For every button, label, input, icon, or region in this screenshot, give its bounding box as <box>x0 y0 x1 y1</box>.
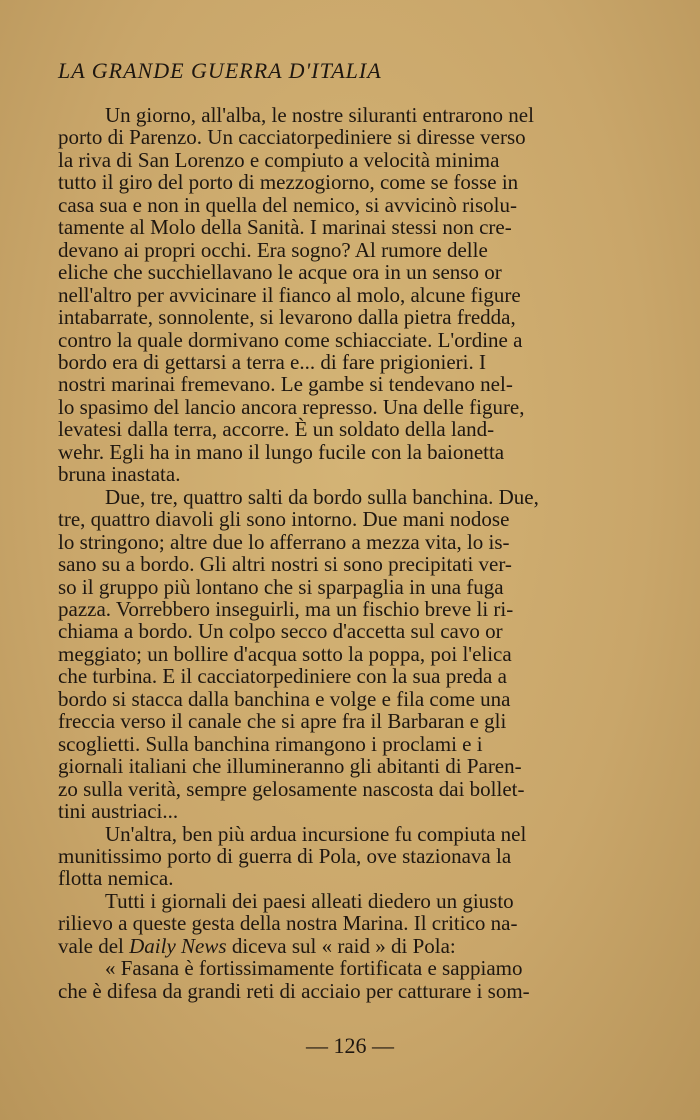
text-line: tutto il giro del porto di mezzogiorno, come se fosse in <box>58 170 519 195</box>
text-line: rilievo a queste gesta della nostra Marina. Il critico na- <box>58 911 518 936</box>
text-line: bordo si stacca dalla banchina e volge e fila come una <box>58 686 511 711</box>
text-line: « Fasana è fortissimamente fortificata e sappiamo <box>105 956 523 981</box>
text-line: tamente al Molo della Sanità. I marinai stessi non cre- <box>58 215 512 240</box>
text-line: pazza. Vorrebbero inseguirli, ma un fischio breve li ri- <box>58 596 514 621</box>
text-line: so il gruppo più lontano che si sparpaglia in una fuga <box>58 574 504 599</box>
text-line: scoglietti. Sulla banchina rimangono i proclami e i <box>58 731 483 756</box>
text-line: casa sua e non in quella del nemico, si avvicinò risolu- <box>58 192 517 217</box>
text-line: tini austriaci... <box>58 799 179 824</box>
text-line <box>58 935 666 957</box>
text-line: meggiato; un bollire d'acqua sotto la poppa, poi l'elica <box>58 641 512 666</box>
newspaper-title: Daily News <box>129 933 227 958</box>
text-line: che è difesa da grandi reti di acciaio per catturare i som- <box>58 978 530 1003</box>
text-line: chiama a bordo. Un colpo secco d'accetta sul cavo or <box>58 619 503 644</box>
text-line: devano ai propri occhi. Era sogno? Al rumore delle <box>58 237 488 262</box>
text-line: Un giorno, all'alba, le nostre siluranti entrarono nel <box>105 103 534 127</box>
text-line: eliche che succhiellavano le acque ora in un senso or <box>58 260 502 285</box>
text-line: levatesi dalla terra, accorre. È un soldato della land- <box>58 417 495 442</box>
page-number: — 126 — <box>306 1033 394 1058</box>
text-line: tre, quattro diavoli gli sono intorno. Due mani nodose <box>58 507 510 532</box>
running-header: LA GRANDE GUERRA D'ITALIA <box>58 58 382 83</box>
text-line: intabarrate, sonnolente, si levarono dalla pietra fredda, <box>58 305 516 330</box>
text-line: lo spasimo del lancio ancora represso. Una delle figure, <box>58 394 525 419</box>
text-line: flotta nemica. <box>58 866 174 891</box>
text-line: Due, tre, quattro salti da bordo sulla banchina. Due, <box>105 484 539 509</box>
text-line: giornali italiani che illumineranno gli abitanti di Paren- <box>58 754 522 779</box>
text-line: Un'altra, ben più ardua incursione fu compiuta nel <box>105 821 527 846</box>
text-line: lo stringono; altre due lo afferrano a mezza vita, lo is- <box>58 529 510 554</box>
text-line: nostri marinai fremevano. Le gambe si tendevano nel- <box>58 372 513 397</box>
text-segment: vale del <box>58 933 130 958</box>
text-line: contro la quale dormivano come schiacciate. L'ordine a <box>58 327 523 352</box>
text-segment: diceva sul « raid » di Pola: <box>226 933 456 958</box>
text-line: Tutti i giornali dei paesi alleati diedero un giusto <box>105 888 514 913</box>
text-line: bruna inastata. <box>58 462 181 487</box>
text-line: nell'altro per avvicinare il fianco al molo, alcune figure <box>58 282 521 307</box>
text-line: munitissimo porto di guerra di Pola, ove stazionava la <box>58 843 512 868</box>
text-line: che turbina. E il cacciatorpediniere con la sua preda a <box>58 664 507 689</box>
text-line: freccia verso il canale che si apre fra il Barbaran e gli <box>58 709 507 734</box>
text-line: porto di Parenzo. Un cacciatorpediniere si diresse verso <box>58 125 526 150</box>
text-line: la riva di San Lorenzo e compiuto a velocità minima <box>58 147 500 172</box>
text-line: sano su a bordo. Gli altri nostri si sono precipitati ver- <box>58 552 512 577</box>
text-line: bordo era di gettarsi a terra e... di fare prigionieri. I <box>58 349 486 374</box>
body-text <box>58 104 666 1002</box>
text-line: zo sulla verità, sempre gelosamente nascosta dai bollet- <box>58 776 525 801</box>
text-line: wehr. Egli ha in mano il lungo fucile con la baionetta <box>58 439 505 464</box>
